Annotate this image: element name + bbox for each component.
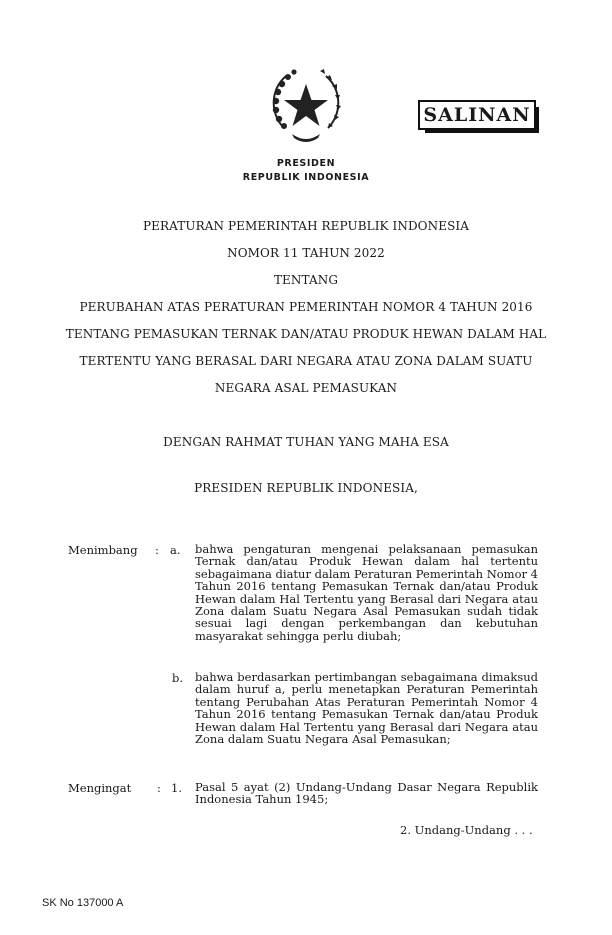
menimbang-item-a: bahwa pengaturan mengenai pelaksanaan pemasukan Ternak dan/atau Produk Hewan dalam hal tertentu sebagaimana diatur dalam Peraturan Pemerintah Nomor 4 Tahun 2016 tentang Pemasukan Ternak dan/atau Produk Hewan dalam Hal Tertentu yang Berasal dari Negara atau Zona dalam Suatu Negara Asal Pemasukan sudah tidak sesuai lagi dengan perkembangan dan kebutuhan masyarakat sehingga perlu diubah;: [195, 542, 538, 643]
garuda-emblem-icon: [262, 64, 350, 146]
mengingat-marker-1: 1.: [171, 781, 182, 795]
subject-line-1: PERUBAHAN ATAS PERATURAN PEMERINTAH NOMOR 4 TAHUN 2016: [79, 300, 533, 314]
menimbang-label: Menimbang: [68, 543, 138, 557]
subject-line-3: TERTENTU YANG BERASAL DARI NEGARA ATAU ZONA DALAM SUATU: [79, 354, 533, 368]
invocation: DENGAN RAHMAT TUHAN YANG MAHA ESA: [163, 435, 449, 449]
subject-line-2: TENTANG PEMASUKAN TERNAK DAN/ATAU PRODUK HEWAN DALAM HAL: [65, 327, 547, 341]
mengingat-colon: :: [157, 781, 161, 795]
document-about: TENTANG: [273, 273, 339, 287]
mengingat-label: Mengingat: [68, 781, 132, 795]
document-number: NOMOR 11 TAHUN 2022: [227, 246, 385, 260]
footer-code: SK No 137000 A: [42, 897, 124, 909]
issuer-line-1: PRESIDEN: [276, 158, 336, 169]
continuation-note: 2. Undang-Undang . . .: [400, 823, 533, 837]
menimbang-marker-a: a.: [170, 543, 181, 557]
issuer-line-2: REPUBLIK INDONESIA: [242, 172, 370, 183]
salinan-stamp: SALINAN: [418, 100, 536, 130]
president-title: PRESIDEN REPUBLIK INDONESIA,: [194, 481, 418, 495]
menimbang-item-b: bahwa berdasarkan pertimbangan sebagaimana dimaksud dalam huruf a, perlu menetapkan Peraturan Pemerintah tentang Perubahan Atas Peraturan Pemerintah Nomor 4 Tahun 2016 tentang Pemasukan Ternak dan/atau Produk Hewan dalam Hal Tertentu yang Berasal dari Negara atau Zona dalam Suatu Negara Asal Pemasukan;: [195, 670, 538, 747]
mengingat-item-1: Pasal 5 ayat (2) Undang-Undang Dasar Negara Republik Indonesia Tahun 1945;: [195, 780, 538, 807]
subject-line-4: NEGARA ASAL PEMASUKAN: [214, 381, 398, 395]
document-title: PERATURAN PEMERINTAH REPUBLIK INDONESIA: [142, 219, 470, 233]
menimbang-marker-b: b.: [172, 671, 184, 685]
menimbang-colon: :: [155, 543, 159, 557]
